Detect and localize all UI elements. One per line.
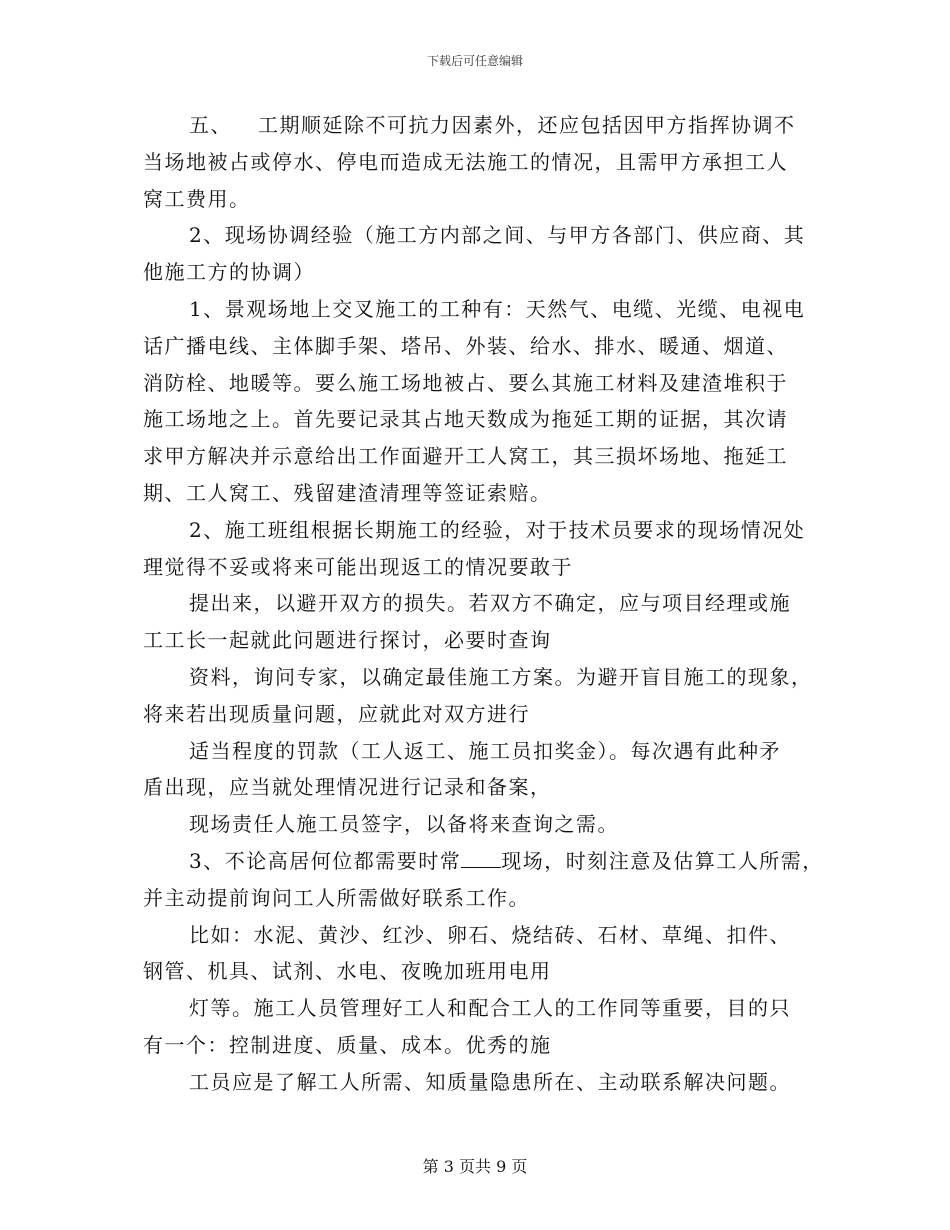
paragraph-line: 比如：水泥、黄沙、红沙、卵石、烧结砖、石材、草绳、扣件、 <box>189 922 791 947</box>
paragraph-line: 理觉得不妥或将来可能出现返工的情况要敢于 <box>143 554 573 579</box>
paragraph-line: 灯等。施工人员管理好工人和配合工人的工作同等重要，目的只 <box>189 996 791 1021</box>
paragraph-line: 提出来，以避开双方的损失。若双方不确定，应与项目经理或施 <box>189 591 791 616</box>
paragraph-line: 2、施工班组根据长期施工的经验，对于技术员要求的现场情况处 <box>189 517 806 542</box>
document-body <box>143 107 824 1101</box>
paragraph-line: 话广播电线、主体脚手架、塔吊、外装、给水、排水、暖通、烟道、 <box>143 333 788 358</box>
paragraph-line: 资料，询问专家，以确定最佳施工方案。为避开盲目施工的现象， <box>189 664 813 689</box>
paragraph-line: 求甲方解决并示意给出工作面避开工人窝工，其三损坏场地、拖延工 <box>143 444 788 469</box>
paragraph-line: 并主动提前询问工人所需做好联系工作。 <box>143 885 530 910</box>
paragraph-line: 工员应是了解工人所需、知质量隐患所在、主动联系解决问题。 <box>189 1069 791 1094</box>
paragraph-line: 五、 工期顺延除不可抗力因素外，还应包括因甲方指挥协调不 <box>189 113 796 137</box>
paragraph-line: 工工长一起就此问题进行探讨，必要时查询 <box>143 628 552 653</box>
paragraph-line: 他施工方的协调） <box>143 260 315 285</box>
paragraph-line: 窝工费用。 <box>143 186 251 211</box>
paragraph-line: 钢管、机具、试剂、水电、夜晚加班用电用 <box>143 959 552 984</box>
page-header: 下载后可任意编辑 <box>426 54 523 68</box>
paragraph-line: 3、不论高居何位都需要时常 现场，时刻注意及估算工人所需， <box>189 848 824 873</box>
section-number: 五、 <box>189 113 232 137</box>
fill-in-blank <box>461 849 501 868</box>
paragraph-line: 适当程度的罚款（工人返工、施工员扣奖金）。每次遇有此种矛 <box>189 738 781 763</box>
paragraph-line: 期、工人窝工、残留建渣清理等签证索赔。 <box>143 480 552 505</box>
paragraph-line: 将来若出现质量问题，应就此对双方进行 <box>143 701 530 726</box>
paragraph-line: 现场责任人施工员签字，以备将来查询之需。 <box>189 812 619 837</box>
paragraph-line: 有一个：控制进度、质量、成本。优秀的施 <box>143 1032 552 1057</box>
page-footer: 第 3 页共 9 页 <box>422 1157 528 1176</box>
paragraph-line: 2、现场协调经验（施工方内部之间、与甲方各部门、供应商、其 <box>189 223 806 248</box>
paragraph-line: 消防栓、地暖等。要么施工场地被占、要么其施工材料及建渣堆积于 <box>143 370 788 395</box>
paragraph-line: 施工场地之上。首先要记录其占地天数成为拖延工期的证据，其次请 <box>143 407 788 432</box>
paragraph-line: 当场地被占或停水、停电而造成无法施工的情况，且需甲方承担工人 <box>143 149 788 174</box>
paragraph-line: 盾出现，应当就处理情况进行记录和备案， <box>143 775 552 800</box>
paragraph-line: 1、景观场地上交叉施工的工种有：天然气、电缆、光缆、电视电 <box>189 296 806 321</box>
